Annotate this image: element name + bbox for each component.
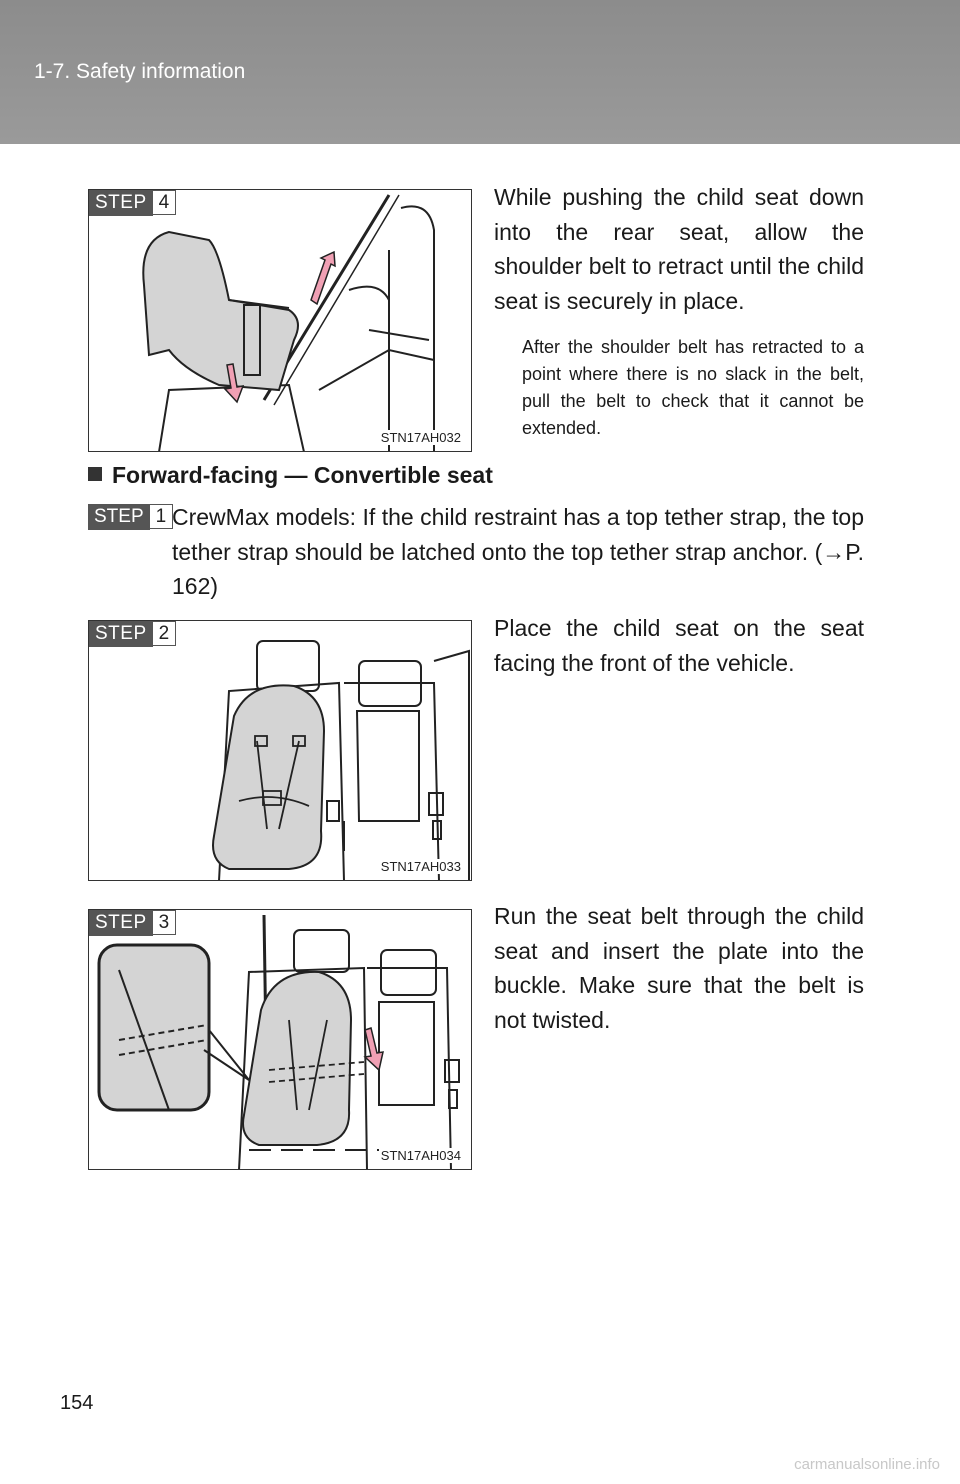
- section-title: 1-7. Safety information: [34, 60, 246, 83]
- section-heading: [88, 462, 493, 489]
- square-bullet-icon: [88, 467, 102, 481]
- step-1-instruction: CrewMax models: If the child restraint has a top tether strap, the top tether strap should be latched onto the top tether strap anchor. (→P. 162): [172, 504, 864, 599]
- figure-code: STN17AH034: [380, 1148, 461, 1163]
- step-4-instruction: While pushing the child seat down into the rear seat, allow the shoulder belt to retract until the child seat is securely in place.: [494, 184, 864, 314]
- convertible-seat-illustration: [89, 621, 472, 881]
- figure-step-2: [88, 620, 472, 881]
- step-1-badge: [88, 504, 173, 530]
- step-label: STEP: [89, 190, 153, 216]
- step-badge: [89, 190, 176, 216]
- step-label: STEP: [88, 504, 150, 530]
- step-number: 1: [150, 504, 174, 529]
- belt-routing-illustration: [89, 910, 472, 1170]
- step-number: 2: [153, 621, 177, 646]
- step-3-instruction: Run the seat belt through the child seat and insert the plate into the buckle. Make sure that the belt is not twisted.: [494, 903, 864, 1033]
- step-number: 4: [153, 190, 177, 215]
- section-heading-text: Forward-facing — Convertible seat: [112, 462, 493, 488]
- step-badge: [89, 910, 176, 936]
- page-number: 154: [60, 1392, 94, 1414]
- page-header: [0, 0, 960, 144]
- figure-code: STN17AH032: [380, 430, 461, 445]
- figure-code: STN17AH033: [380, 859, 461, 874]
- step-label: STEP: [89, 621, 153, 647]
- step-2-instruction: Place the child seat on the seat facing the front of the vehicle.: [494, 615, 864, 676]
- step-label: STEP: [89, 910, 153, 936]
- figure-step-4: [88, 189, 472, 452]
- watermark: carmanualsonline.info: [794, 1456, 940, 1473]
- step-4-note: After the shoulder belt has retracted to a point where there is no slack in the belt, pull the belt to check that it cannot be extended.: [522, 337, 864, 438]
- figure-step-3: [88, 909, 472, 1170]
- step-badge: [89, 621, 176, 647]
- infant-seat-illustration: [89, 190, 472, 452]
- step-number: 3: [153, 910, 177, 935]
